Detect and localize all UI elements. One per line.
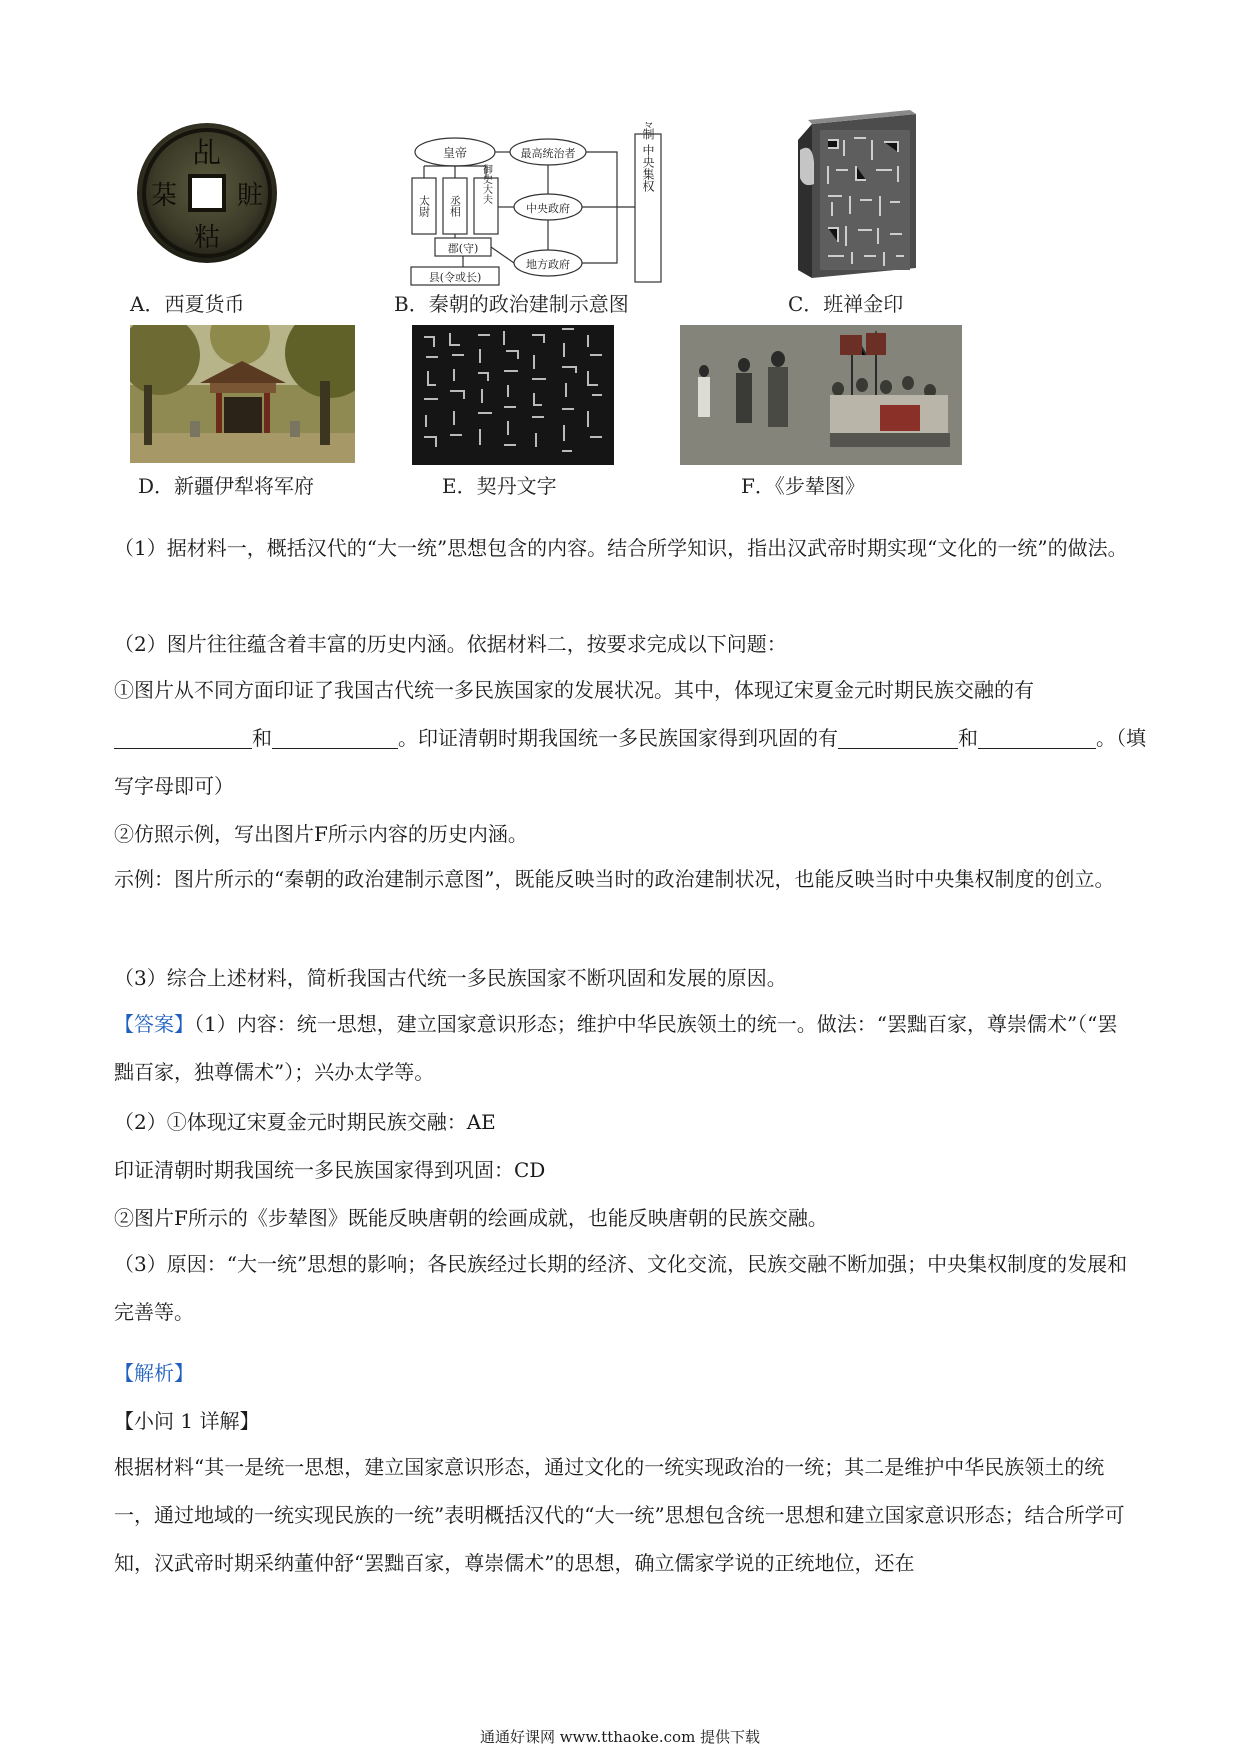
answer-2-2: 印证清朝时期我国统一多民族国家得到巩固：CD <box>114 1158 546 1182</box>
question-2-1-end: 。（填 <box>1096 726 1146 750</box>
analysis-tag: 【解析】 <box>114 1361 194 1385</box>
node-chengxiang: 丞相 <box>448 195 462 217</box>
answer-tag: 【答案】 <box>114 1012 194 1036</box>
example-text: 示例：图片所示的“秦朝的政治建制示意图”，既能反映当时的政治建制状况，也能反映当时中央集权制度的创立。 <box>114 867 1115 891</box>
coin-glyph-right: 賍 <box>236 181 264 211</box>
figure-b-diagram <box>407 122 672 290</box>
answer-blank-1[interactable] <box>114 726 252 749</box>
answer-3: （3）原因：“大一统”思想的影响；各民族经过长期的经济、文化交流，民族交融不断加强；中央集权制度的发展和完善等。 <box>114 1252 1128 1324</box>
caption-f: F．《步辇图》 <box>741 474 865 498</box>
question-3: （3）综合上述材料，简析我国古代统一多民族国家不断巩固和发展的原因。 <box>114 966 787 990</box>
caption-b: B．秦朝的政治建制示意图 <box>394 292 629 316</box>
node-local: 地方政府 <box>526 258 570 271</box>
node-jun: 郡(守) <box>447 242 479 255</box>
coin-glyph-bottom: 䊀 <box>193 223 221 253</box>
answer-1-text: （1）内容：统一思想，建立国家意识形态；维护中华民族领土的统一。做法：“罢黜百家，尊崇儒术”（“罢黜百家，独尊儒术”）；兴办太学等。 <box>114 1012 1118 1084</box>
answer-2-3: ②图片F所示的《步辇图》既能反映唐朝的绘画成就，也能反映唐朝的民族交融。 <box>114 1206 828 1230</box>
answer-2-1: （2）①体现辽宋夏金元时期民族交融：AE <box>114 1110 496 1134</box>
figure-c-seal <box>798 110 920 282</box>
mansion-image <box>130 325 355 463</box>
node-yushi: 御史大夫 <box>480 164 492 204</box>
figure-e-rubbing <box>412 325 614 465</box>
question-2-1-mid: 。印证清朝时期我国统一多民族国家得到巩固的有 <box>398 726 838 750</box>
question-2-1-blanks <box>114 722 1146 751</box>
bunian-painting-image <box>680 325 962 465</box>
node-emperor: 皇帝 <box>442 146 468 160</box>
question-2-1: ①图片从不同方面印证了我国古代统一多民族国家的发展状况。其中，体现辽宋夏金元时期民族交融的有 <box>114 678 1034 702</box>
caption-a: A．西夏货币 <box>130 292 245 316</box>
analysis-text: 根据材料“其一是统一思想，建立国家意识形态，通过文化的一统实现政治的一统；其二是维护中华民族领土的统一，通过地域的一统实现民族的一统”表明概括汉代的“大一统”思想包含统一思想和建立国家意识形态；结合所学可知，汉武帝时期采纳董仲舒“罢黜百家，尊崇儒术”的思想，确立儒家学说的正统地位，还在 <box>114 1455 1125 1575</box>
node-central: 中央政府 <box>526 202 570 215</box>
caption-e: E．契丹文字 <box>442 474 557 498</box>
node-xian: 县(令或长) <box>428 271 482 284</box>
answer-blank-3[interactable] <box>838 726 958 749</box>
coin-glyph-left: 䒳 <box>150 181 178 211</box>
and-text-2: 和 <box>958 726 978 750</box>
question-2-2: ②仿照示例，写出图片F所示内容的历史内涵。 <box>114 822 528 846</box>
question-1: （1）据材料一，概括汉代的“大一统”思想包含的内容。结合所学知识，指出汉武帝时期实现“文化的一统”的做法。 <box>114 536 1128 560</box>
node-side: 君主专制 中央集权 <box>641 122 655 192</box>
qin-structure-diagram <box>407 122 672 290</box>
answer-1 <box>114 1000 1130 1096</box>
question-2-1-cont: 写字母即可） <box>114 774 234 798</box>
node-taiwei: 太尉 <box>417 195 431 217</box>
coin-image <box>130 118 285 268</box>
analysis-sub-1: 【小问 1 详解】 <box>114 1409 260 1433</box>
figure-f-painting <box>680 325 962 465</box>
answer-blank-4[interactable] <box>978 726 1096 749</box>
coin-glyph-top: 乩 <box>192 136 222 169</box>
answer-blank-2[interactable] <box>272 726 398 749</box>
khitan-script-image <box>412 325 614 465</box>
node-supreme: 最高统治者 <box>520 147 576 160</box>
page-footer: 通通好课网 www.tthaoke.com 提供下载 <box>479 1728 761 1746</box>
caption-c: C．班禅金印 <box>788 292 904 316</box>
and-text-1: 和 <box>252 726 272 750</box>
caption-d: D．新疆伊犁将军府 <box>138 474 315 498</box>
figure-d-photo <box>130 325 355 463</box>
question-2-intro: （2）图片往往蕴含着丰富的历史内涵。依据材料二，按要求完成以下问题： <box>114 632 787 656</box>
figure-a-coin <box>130 118 285 268</box>
seal-image <box>798 110 920 282</box>
